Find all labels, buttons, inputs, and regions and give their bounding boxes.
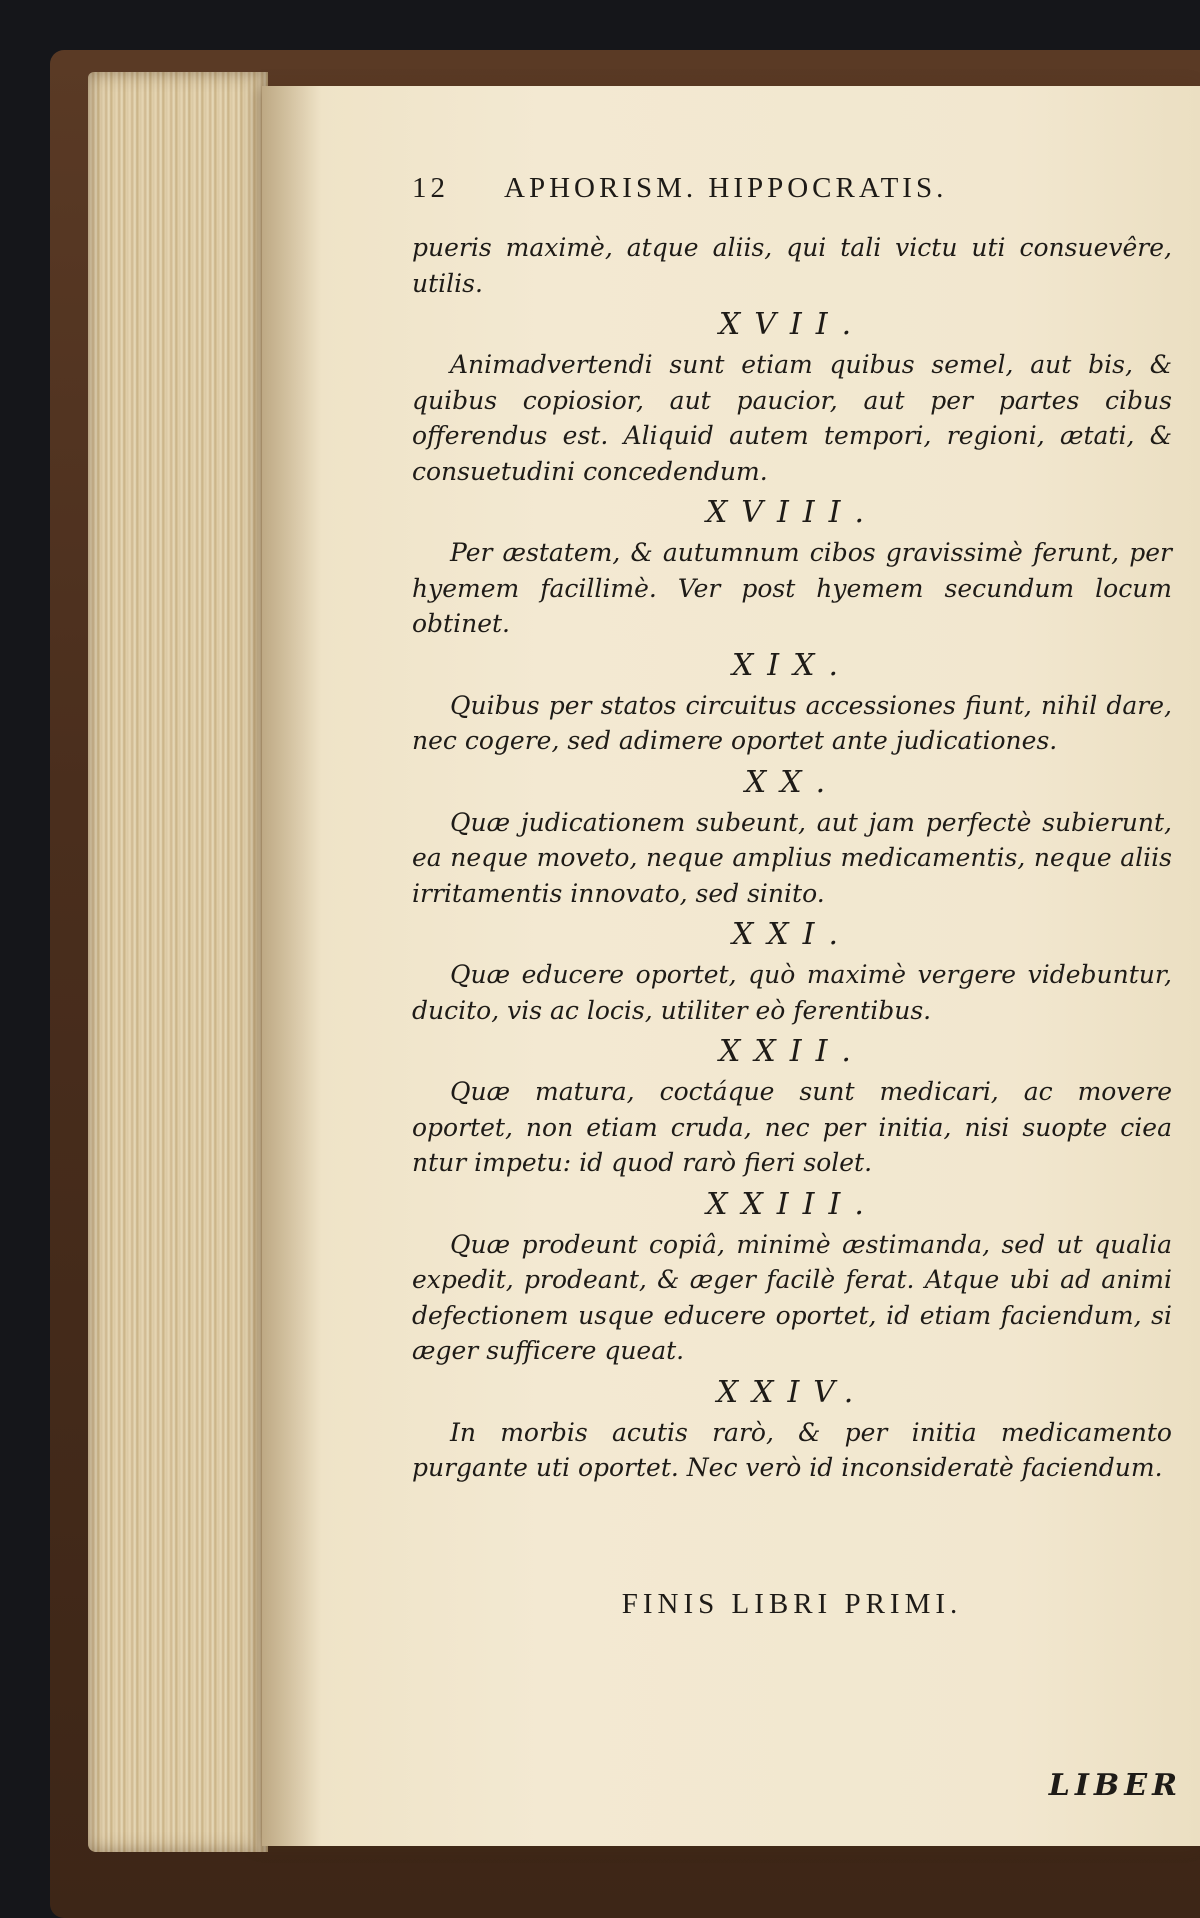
- gutter-shadow: [262, 86, 322, 1846]
- body-block: [412, 230, 1172, 1486]
- book-end-title: FINIS LIBRI PRIMI.: [621, 1588, 963, 1620]
- catchword: LIBER: [1048, 1768, 1182, 1803]
- aphorism-numeral-21: XXI.: [731, 917, 853, 952]
- opening-text: pueris maximè, atque aliis, qui tali victu uti consuevêre, utilis.: [412, 233, 1172, 298]
- aphorism-text-21: Quæ educere oportet, quò maximè vergere videbuntur, ducito, vis ac locis, utiliter eò ferentibus.: [412, 960, 1172, 1025]
- aphorism-text-18: Per æstatem, & autumnum cibos gravissimè ferunt, per hyemem facillimè. Ver post hyemem secundum locum obtinet.: [412, 538, 1172, 638]
- running-title: APHORISM. HIPPOCRATIS.: [504, 172, 948, 204]
- page-edges: [88, 72, 268, 1852]
- aphorism-text-22: Quæ matura, coctáque sunt medicari, ac movere oportet, non etiam cruda, nec per initia, nisi suopte ciea ntur impetu: id quod rarò fieri solet.: [412, 1077, 1172, 1177]
- aphorism-numeral-24: XXIV.: [716, 1374, 868, 1410]
- aphorism-numeral-17: XVII.: [718, 307, 866, 342]
- page-number: 12: [412, 172, 449, 204]
- aphorism-numeral-20: XX.: [744, 764, 840, 800]
- aphorism-text-19: Quibus per statos circuitus accessiones fiunt, nihil dare, nec cogere, sed adimere oportet ante judicationes.: [412, 690, 1172, 755]
- aphorism-numeral-23: XXIII.: [706, 1186, 878, 1222]
- running-header: [412, 172, 1112, 212]
- aphorism-numeral-18: XVIII.: [705, 495, 879, 530]
- aphorism-numeral-19: XIX.: [731, 647, 853, 683]
- aphorism-text-20: Quæ judicationem subeunt, aut jam perfectè subierunt, ea neque moveto, neque amplius medicamentis, neque aliis irritamentis innovato, sed sinito.: [412, 807, 1172, 908]
- aphorism-text-23: Quæ prodeunt copiâ, minimè æstimanda, sed ut qualia expedit, prodeant, & æger facilè ferat. Atque ubi ad animi defectionem usque educere oportet, id etiam faciendum, si æger sufficere queat.: [412, 1229, 1172, 1365]
- aphorism-text-24: In morbis acutis rarò, & per initia medicamento purgante uti oportet. Nec verò id inconsideratè faciendum.: [412, 1417, 1172, 1482]
- aphorism-numeral-22: XXII.: [719, 1034, 865, 1069]
- aphorism-text-17: Animadvertendi sunt etiam quibus semel, aut bis, & quibus copiosior, aut paucior, aut per partes cibus offerendus est. Aliquid autem tempori, regioni, ætati, & consuetudini concedendum.: [412, 350, 1172, 486]
